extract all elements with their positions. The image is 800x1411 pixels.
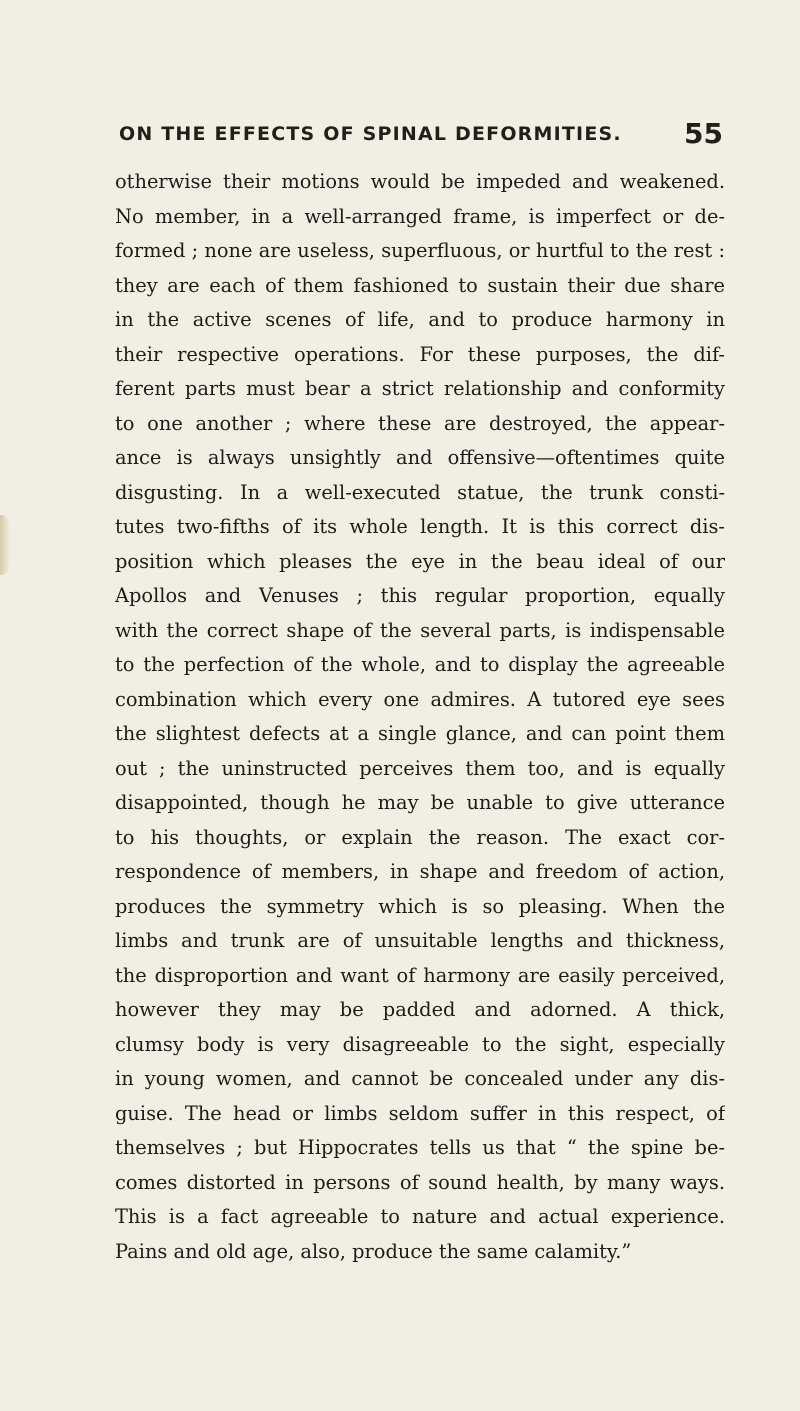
text-line: ferent parts must bear a strict relationship and conformity [115, 377, 725, 400]
text-line: No member, in a well-arranged frame, is imperfect or de- [115, 204, 725, 228]
text-line: the disproportion and want of harmony are easily perceived, [115, 963, 725, 987]
text-line: limbs and trunk are of unsuitable lengths and thickness, [115, 929, 725, 952]
text-line: tutes two-fifths of its whole length. It is this correct dis- [115, 515, 725, 538]
text-line: ance is always unsightly and offensive—oftentimes quite [115, 446, 725, 469]
text-line: to the perfection of the whole, and to display the agreeable [115, 653, 725, 676]
text-line: the slightest defects at a single glance, and can point them [115, 722, 725, 745]
running-head [115, 117, 725, 151]
text-line: produces the symmetry which is so pleasing. When the [115, 894, 725, 918]
text-line: respondence of members, in shape and freedom of action, [115, 860, 725, 883]
text-line: however they may be padded and adorned. A thick, [115, 998, 725, 1021]
text-line: disappointed, though he may be unable to give utterance [115, 791, 725, 814]
text-line: in the active scenes of life, and to produce harmony in [115, 308, 725, 331]
text-line: their respective operations. For these purposes, the dif- [115, 342, 725, 366]
text-line: position which pleases the eye in the beau ideal of our [115, 549, 725, 573]
text-line: comes distorted in persons of sound health, by many ways. [115, 1170, 725, 1194]
text-line: to one another ; where these are destroyed, the appear- [115, 411, 725, 435]
text-line: formed ; none are useless, superfluous, or hurtful to the rest : [115, 239, 725, 262]
page-number: 55 [684, 117, 723, 150]
text-line: guise. The head or limbs seldom suffer in this respect, of [115, 1101, 725, 1125]
text-line: themselves ; but Hippocrates tells us that “ the spine be- [115, 1136, 725, 1159]
text-line: to his thoughts, or explain the reason. The exact cor- [115, 825, 725, 849]
text-line: Pains and old age, also, produce the same calamity.” [115, 1239, 632, 1263]
text-line: otherwise their motions would be impeded and weakened. [115, 170, 725, 193]
text-line: with the correct shape of the several parts, is indispensable [115, 618, 725, 642]
text-line: disgusting. In a well-executed statue, the trunk consti- [115, 480, 725, 504]
text-line: Apollos and Venuses ; this regular proportion, equally [115, 584, 725, 607]
text-line: combination which every one admires. A tutored eye sees [115, 687, 725, 711]
text-line: in young women, and cannot be concealed under any dis- [115, 1067, 725, 1090]
text-line: out ; the uninstructed perceives them too, and is equally [115, 756, 725, 780]
running-head-title: ON THE EFFECTS OF SPINAL DEFORMITIES. [119, 123, 622, 145]
page-stain [0, 515, 10, 575]
body-text [115, 165, 725, 1269]
text-line: they are each of them fashioned to sustain their due share [115, 273, 725, 297]
text-line: This is a fact agreeable to nature and actual experience. [115, 1205, 725, 1228]
text-line: clumsy body is very disagreeable to the sight, especially [115, 1032, 725, 1056]
